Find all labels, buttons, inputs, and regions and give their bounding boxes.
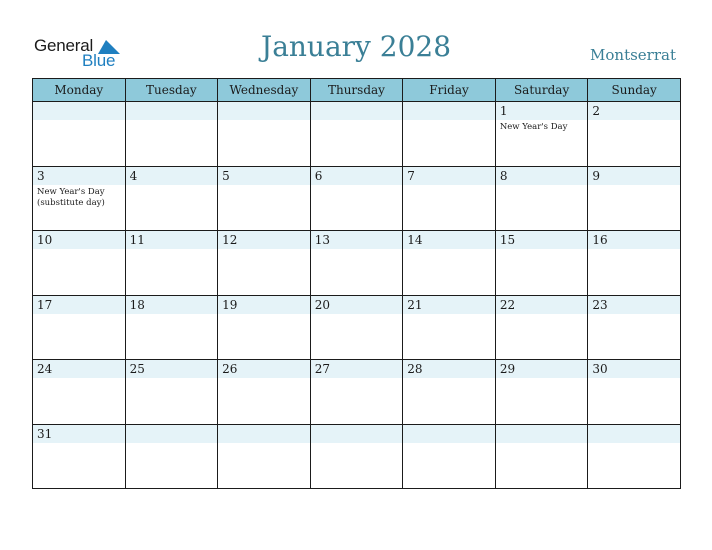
day-number: 16 bbox=[592, 233, 608, 247]
day-cell-band bbox=[588, 167, 680, 185]
day-cell bbox=[403, 295, 496, 360]
day-cell bbox=[125, 295, 218, 360]
day-cell bbox=[218, 360, 311, 425]
week-row bbox=[33, 360, 681, 425]
day-cell bbox=[403, 424, 496, 489]
day-cell bbox=[218, 231, 311, 296]
day-number: 15 bbox=[499, 233, 516, 247]
day-number: 6 bbox=[314, 168, 323, 183]
weekday-header: Saturday bbox=[495, 79, 588, 102]
day-cell bbox=[125, 424, 218, 489]
day-number: 27 bbox=[314, 362, 330, 376]
day-number: 1 bbox=[499, 104, 508, 118]
day-cell-band bbox=[403, 425, 495, 443]
country-name: Montserrat bbox=[590, 46, 676, 64]
day-cell-band bbox=[496, 102, 588, 120]
day-cell-band bbox=[311, 102, 403, 120]
day-cell bbox=[495, 295, 588, 360]
day-number: 18 bbox=[129, 297, 145, 312]
weekday-header-row bbox=[33, 79, 681, 102]
day-number: 20 bbox=[314, 297, 330, 312]
day-number: 29 bbox=[499, 362, 516, 376]
day-number: 13 bbox=[314, 233, 330, 247]
day-cell bbox=[495, 231, 588, 296]
day-number: 21 bbox=[407, 297, 423, 312]
day-number: 19 bbox=[222, 297, 238, 312]
day-cell bbox=[33, 295, 126, 360]
day-cell bbox=[218, 166, 311, 231]
day-cell bbox=[33, 231, 126, 296]
day-cell-band bbox=[126, 167, 218, 185]
day-cell bbox=[125, 166, 218, 231]
calendar-body bbox=[33, 102, 681, 489]
day-number: 28 bbox=[407, 362, 423, 376]
day-cell bbox=[588, 360, 681, 425]
day-cell bbox=[495, 424, 588, 489]
day-number: 8 bbox=[499, 168, 508, 183]
day-cell bbox=[218, 102, 311, 167]
day-number: 11 bbox=[129, 233, 145, 247]
day-cell-band bbox=[33, 167, 125, 185]
day-number: 12 bbox=[222, 233, 238, 247]
day-cell-band bbox=[126, 102, 218, 120]
day-number: 24 bbox=[37, 362, 53, 376]
day-cell bbox=[588, 424, 681, 489]
calendar-grid bbox=[32, 78, 681, 489]
day-cell bbox=[495, 360, 588, 425]
day-cell-band bbox=[218, 167, 310, 185]
day-number: 2 bbox=[592, 104, 601, 118]
weekday-header: Sunday bbox=[588, 79, 681, 102]
day-cell bbox=[310, 295, 403, 360]
day-cell bbox=[310, 102, 403, 167]
page-title: January 2028 bbox=[260, 30, 452, 63]
day-cell bbox=[218, 295, 311, 360]
day-cell bbox=[33, 360, 126, 425]
day-cell-band bbox=[496, 167, 588, 185]
day-cell bbox=[310, 166, 403, 231]
day-number: 9 bbox=[592, 168, 601, 183]
day-cell bbox=[403, 102, 496, 167]
week-row bbox=[33, 295, 681, 360]
day-cell bbox=[125, 102, 218, 167]
weekday-header: Tuesday bbox=[125, 79, 218, 102]
week-row bbox=[33, 424, 681, 489]
day-number: 5 bbox=[222, 168, 230, 183]
day-cell bbox=[310, 231, 403, 296]
day-cell bbox=[403, 231, 496, 296]
day-cell-band bbox=[218, 102, 310, 120]
day-number: 17 bbox=[37, 297, 53, 312]
holiday-label: New Year's Day bbox=[499, 122, 568, 132]
weekday-header: Friday bbox=[403, 79, 496, 102]
day-cell bbox=[588, 295, 681, 360]
day-cell-band bbox=[496, 425, 588, 443]
day-cell bbox=[403, 166, 496, 231]
day-cell bbox=[33, 424, 126, 489]
week-row bbox=[33, 166, 681, 231]
week-row bbox=[33, 102, 681, 167]
day-number: 22 bbox=[499, 297, 516, 312]
day-number: 4 bbox=[129, 168, 138, 183]
weekday-header: Thursday bbox=[310, 79, 403, 102]
day-number: 7 bbox=[407, 168, 415, 183]
day-cell bbox=[403, 360, 496, 425]
day-cell bbox=[495, 102, 588, 167]
day-cell-band bbox=[588, 102, 680, 120]
day-cell-band bbox=[311, 167, 403, 185]
day-number: 3 bbox=[37, 168, 45, 183]
day-cell-band bbox=[126, 425, 218, 443]
day-cell-band bbox=[588, 425, 680, 443]
day-cell bbox=[33, 102, 126, 167]
day-number: 26 bbox=[222, 362, 238, 376]
day-cell-band bbox=[403, 102, 495, 120]
day-number: 30 bbox=[592, 362, 608, 376]
day-number: 25 bbox=[129, 362, 145, 376]
brand-logo-blue: Blue bbox=[82, 51, 116, 70]
day-cell-band bbox=[218, 425, 310, 443]
day-number: 14 bbox=[407, 233, 423, 247]
day-cell-band bbox=[33, 102, 125, 120]
day-number: 23 bbox=[592, 297, 608, 312]
day-cell-band bbox=[311, 425, 403, 443]
day-cell bbox=[125, 360, 218, 425]
day-cell bbox=[495, 166, 588, 231]
day-cell bbox=[33, 166, 126, 231]
day-number: 10 bbox=[37, 233, 53, 247]
day-cell bbox=[588, 231, 681, 296]
day-cell bbox=[218, 424, 311, 489]
day-cell bbox=[310, 424, 403, 489]
day-cell bbox=[588, 102, 681, 167]
day-cell-band bbox=[403, 167, 495, 185]
day-cell bbox=[125, 231, 218, 296]
weekday-header: Monday bbox=[33, 79, 126, 102]
holiday-label: New Year's Day (substitute day) bbox=[37, 186, 105, 208]
day-cell bbox=[310, 360, 403, 425]
week-row bbox=[33, 231, 681, 296]
day-number: 31 bbox=[37, 426, 53, 441]
brand-logo-general: General bbox=[34, 36, 94, 55]
weekday-header: Wednesday bbox=[218, 79, 311, 102]
day-cell bbox=[588, 166, 681, 231]
